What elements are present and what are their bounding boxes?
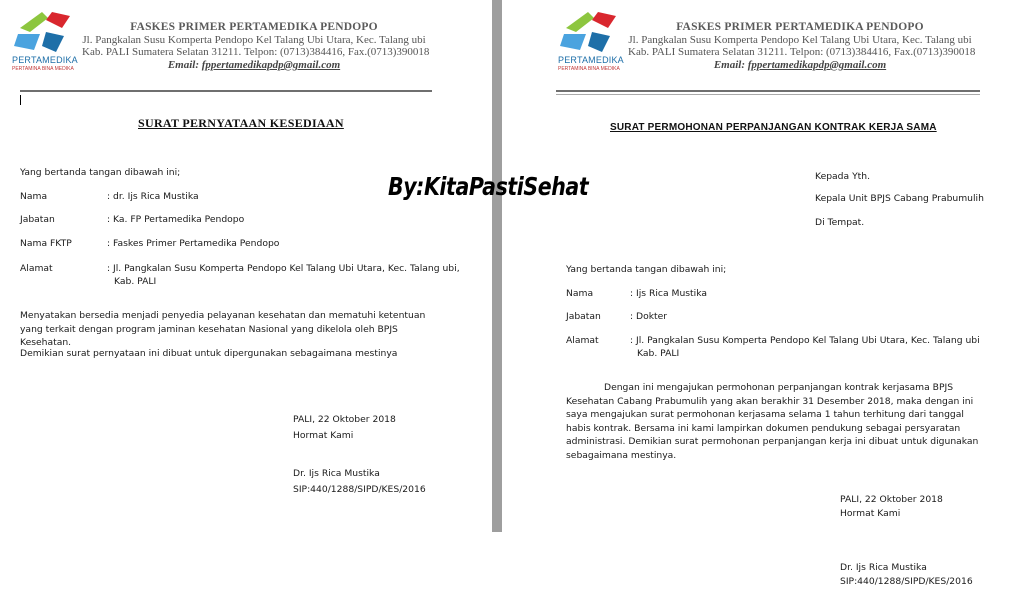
text-cursor bbox=[20, 95, 21, 105]
recipient-line-2: Kepala Unit BPJS Cabang Prabumulih bbox=[815, 193, 984, 204]
right-field-value-address: : Jl. Pangkalan Susu Komperta Pendopo Kel Talang Ubi Utara, Kec. Talang ubi bbox=[630, 335, 980, 346]
letterhead bbox=[82, 20, 430, 72]
clinic-address-line-1-right: Jl. Pangkalan Susu Komperta Pendopo Kel Talang Ubi Utara, Kec. Talang ubi bbox=[628, 34, 972, 46]
left-field-label-position: Jabatan bbox=[20, 214, 55, 225]
right-field-value-position: : Dokter bbox=[630, 311, 668, 322]
logo-tagline: PERTAMINA BINA MEDIKA bbox=[12, 66, 74, 72]
logo-brand-right: PERTAMEDIKA bbox=[558, 55, 624, 65]
letterhead-rule bbox=[20, 90, 432, 92]
clinic-address-line-1: Jl. Pangkalan Susu Komperta Pendopo Kel Talang Ubi Utara, Kec. Talang ubi bbox=[82, 34, 426, 46]
pertamedika-logo-mark-right bbox=[558, 6, 628, 54]
page-divider bbox=[492, 0, 502, 532]
right-intro: Yang bertanda tangan dibawah ini; bbox=[566, 264, 727, 275]
left-regards: Hormat Kami bbox=[293, 430, 354, 441]
letterhead-rule-right bbox=[556, 90, 980, 92]
clinic-name-right: FASKES PRIMER PERTAMEDIKA PENDOPO bbox=[676, 21, 924, 33]
email-link-right[interactable]: fppertamedikapdp@gmail.com bbox=[747, 59, 887, 71]
letterhead-right bbox=[628, 20, 976, 72]
right-sip: SIP:440/1288/SIPD/KES/2016 bbox=[840, 576, 973, 587]
pertamedika-logo bbox=[12, 6, 82, 76]
right-field-label-name: Nama bbox=[566, 288, 594, 299]
pertamedika-logo-mark bbox=[12, 6, 82, 54]
right-field-label-address: Alamat bbox=[566, 335, 599, 346]
clinic-address-line-2-right: Kab. PALI Sumatera Selatan 31211. Telpon: (0713)384416, Fax.(0713)390018 bbox=[628, 46, 976, 58]
right-letter-title: SURAT PERMOHONAN PERPANJANGAN KONTRAK KERJA SAMA bbox=[610, 122, 937, 133]
right-place-date: PALI, 22 Oktober 2018 bbox=[840, 494, 943, 505]
left-intro: Yang bertanda tangan dibawah ini; bbox=[20, 167, 181, 178]
logo-tagline-right: PERTAMINA BINA MEDIKA bbox=[558, 66, 620, 72]
left-field-value-fktp: : Faskes Primer Pertamedika Pendopo bbox=[107, 238, 280, 249]
clinic-address-line-2: Kab. PALI Sumatera Selatan 31211. Telpon: (0713)384416, Fax.(0713)390018 bbox=[82, 46, 430, 58]
right-regards: Hormat Kami bbox=[840, 508, 901, 519]
left-closing: Demikian surat pernyataan ini dibuat untuk dipergunakan sebagaimana mestinya bbox=[20, 348, 398, 359]
email-link[interactable]: fppertamedikapdp@gmail.com bbox=[201, 59, 341, 71]
clinic-name: FASKES PRIMER PERTAMEDIKA PENDOPO bbox=[130, 21, 378, 33]
recipient-line-1: Kepada Yth. bbox=[815, 171, 871, 182]
watermark-text: By:KitaPastiSehat bbox=[388, 172, 589, 201]
left-field-value-address-2: Kab. PALI bbox=[114, 276, 157, 287]
right-body: Dengan ini mengajukan permohonan perpanjangan kontrak kerjasama BPJS Kesehatan Cabang Prabumulih yang akan berakhir 31 Desember 2018, maka dengan ini saya mengajukan surat permohonan kerjasama selama 1 tahun terhitung dari tanggal habis kontrak. Bersama ini kami lampirkan dokumen pendukung sebagai persyaratan administrasi. Demikian surat permohonan perpanjangan kerja ini dibuat untuk digunakan sebagaimana mestinya. bbox=[566, 382, 979, 461]
left-field-value-address: : Jl. Pangkalan Susu Komperta Pendopo Kel Talang Ubi Utara, Kec. Talang ubi, bbox=[107, 263, 460, 274]
left-letter-title: SURAT PERNYATAAN KESEDIAAN bbox=[138, 116, 344, 130]
email-label-right: Email: bbox=[713, 59, 748, 71]
right-field-value-address-2: Kab. PALI bbox=[637, 348, 680, 359]
left-statement: Menyatakan bersedia menjadi penyedia pelayanan kesehatan dan mematuhi ketentuan yang terkait dengan program jaminan kesehatan Nasional yang dikelola oleh BPJS Kesehatan. bbox=[20, 310, 426, 348]
right-signer: Dr. Ijs Rica Mustika bbox=[840, 562, 927, 573]
left-signer: Dr. Ijs Rica Mustika bbox=[293, 468, 380, 479]
email-label: Email: bbox=[167, 59, 202, 71]
pertamedika-logo-right bbox=[558, 6, 628, 76]
recipient-line-3: Di Tempat. bbox=[815, 217, 865, 228]
left-sip: SIP:440/1288/SIPD/KES/2016 bbox=[293, 484, 426, 495]
right-field-label-position: Jabatan bbox=[566, 311, 601, 322]
left-place-date: PALI, 22 Oktober 2018 bbox=[293, 414, 396, 425]
left-letter-page bbox=[0, 0, 490, 602]
clinic-email bbox=[82, 58, 426, 72]
left-field-value-position: : Ka. FP Pertamedika Pendopo bbox=[107, 214, 245, 225]
logo-brand: PERTAMEDIKA bbox=[12, 55, 78, 65]
left-field-label-name: Nama bbox=[20, 191, 48, 202]
left-field-value-name: : dr. Ijs Rica Mustika bbox=[107, 191, 199, 202]
letterhead-rule-right-thin bbox=[556, 94, 980, 95]
left-field-label-fktp: Nama FKTP bbox=[20, 238, 72, 249]
clinic-email-right bbox=[628, 58, 972, 72]
left-field-label-address: Alamat bbox=[20, 263, 53, 274]
right-letter-page bbox=[504, 0, 1036, 602]
right-field-value-name: : Ijs Rica Mustika bbox=[630, 288, 708, 299]
